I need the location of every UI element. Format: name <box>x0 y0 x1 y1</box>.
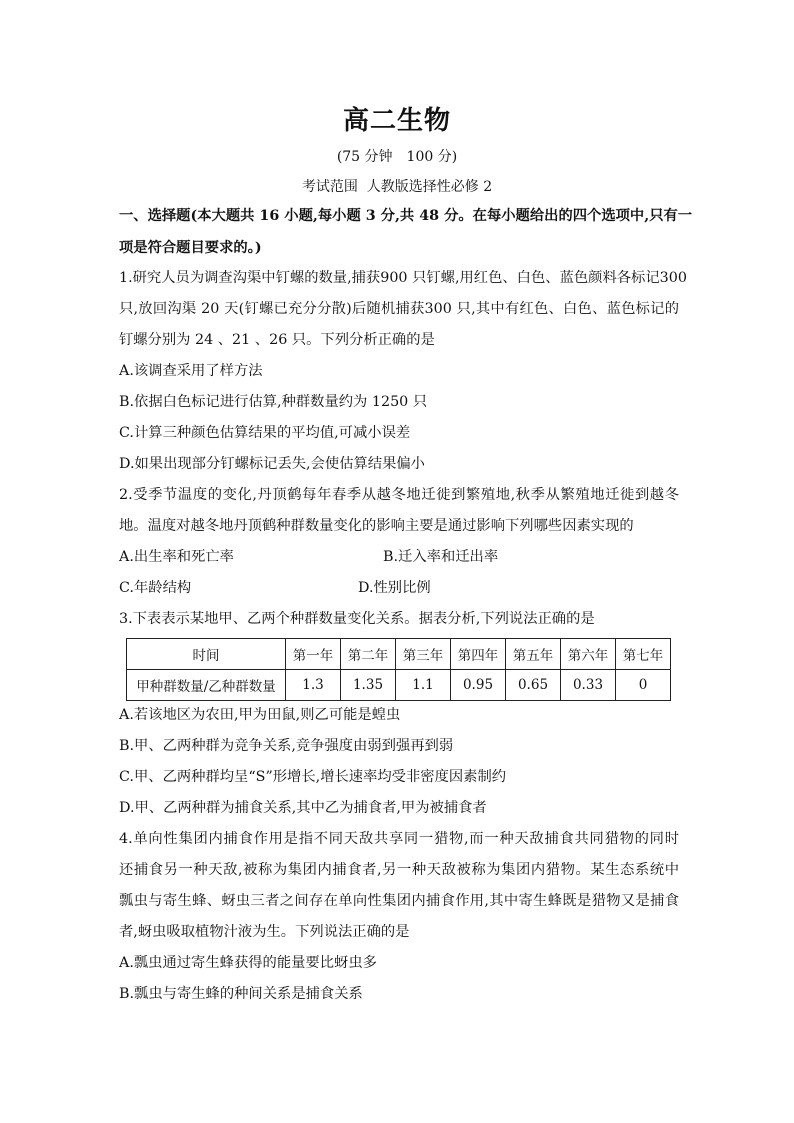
table-cell: 1.3 <box>286 670 341 701</box>
table-header-cell: 时间 <box>127 639 286 670</box>
exam-scope: 考试范围 人教版选择性必修 2 <box>301 179 493 195</box>
population-ratio-table <box>126 638 671 701</box>
table-cell: 1.1 <box>396 670 451 701</box>
q4-stem-line: 者,蚜虫吸取植物汁液为生。下列说法正确的是 <box>119 924 410 940</box>
page-title: 高二生物 <box>342 106 451 136</box>
section-instructions-line1: 一、选择题(本大题共 16 小题,每小题 3 分,共 48 分。在每小题给出的四个选项中,只有一 <box>119 208 693 224</box>
table-row <box>127 670 671 701</box>
q2-option-a: A.出生率和死亡率 <box>119 549 234 565</box>
table-header-cell: 第六年 <box>561 639 616 670</box>
table-header-cell: 第四年 <box>451 639 506 670</box>
section-instructions-line2: 项是符合题目要求的。) <box>119 240 262 256</box>
table-header-cell: 第二年 <box>341 639 396 670</box>
q4-option-a: A.瓢虫通过寄生蜂获得的能量要比蚜虫多 <box>119 955 377 971</box>
q1-stem-line: 钉螺分别为 24 、21 、26 只。下列分析正确的是 <box>119 332 435 348</box>
table-cell: 0.65 <box>506 670 561 701</box>
q1-stem-line: 只,放回沟渠 20 天(钉螺已充分分散)后随机捕获300 只,其中有红色、白色、蓝色标记的 <box>119 301 679 317</box>
table-cell: 0.33 <box>561 670 616 701</box>
q1-option-d: D.如果出现部分钉螺标记丢失,会使估算结果偏小 <box>119 456 425 472</box>
q2-stem-line: 2.受季节温度的变化,丹顶鹤每年春季从越冬地迁徙到繁殖地,秋季从繁殖地迁徙到越冬 <box>119 487 679 503</box>
q3-option-b: B.甲、乙两种群为竞争关系,竞争强度由弱到强再到弱 <box>119 738 454 754</box>
q4-stem-line: 还捕食另一种天敌,被称为集团内捕食者,另一种天敌被称为集团内猎物。某生态系统中 <box>119 862 679 878</box>
q3-option-c: C.甲、乙两种群均呈“S”形增长,增长速率均受非密度因素制约 <box>119 769 507 785</box>
q2-option-b: B.迁入率和迁出率 <box>383 549 499 565</box>
q1-stem-line: 1.研究人员为调查沟渠中钉螺的数量,捕获900 只钉螺,用红色、白色、蓝色颜料各标记300 <box>119 270 687 286</box>
q4-option-b: B.瓢虫与寄生蜂的种间关系是捕食关系 <box>119 986 363 1002</box>
q3-stem: 3.下表表示某地甲、乙两个种群数量变化关系。据表分析,下列说法正确的是 <box>119 611 595 627</box>
table-header-row <box>127 639 671 670</box>
q1-option-a: A.该调查采用了样方法 <box>119 363 263 379</box>
table-header-cell: 第三年 <box>396 639 451 670</box>
q4-stem-line: 瓢虫与寄生蜂、蚜虫三者之间存在单向性集团内捕食作用,其中寄生蜂既是猎物又是捕食 <box>119 893 679 909</box>
q1-option-c: C.计算三种颜色估算结果的平均值,可减小误差 <box>119 425 411 441</box>
exam-duration-score: (75 分钟 100 分) <box>336 149 458 165</box>
q1-option-b: B.依据白色标记进行估算,种群数量约为 1250 只 <box>119 394 428 410</box>
table-header-cell: 第七年 <box>616 639 671 670</box>
q3-option-a: A.若该地区为农田,甲为田鼠,则乙可能是蝗虫 <box>119 707 401 723</box>
table-cell: 甲种群数量/乙种群数量 <box>127 670 286 701</box>
q2-option-c: C.年龄结构 <box>119 580 192 596</box>
q3-option-d: D.甲、乙两种群为捕食关系,其中乙为捕食者,甲为被捕食者 <box>119 800 487 816</box>
table-cell: 0.95 <box>451 670 506 701</box>
table-header-cell: 第五年 <box>506 639 561 670</box>
table-cell: 1.35 <box>341 670 396 701</box>
q4-stem-line: 4.单向性集团内捕食作用是指不同天敌共享同一猎物,而一种天敌捕食共同猎物的同时 <box>119 831 679 847</box>
q2-option-d: D.性别比例 <box>358 580 431 596</box>
table-header-cell: 第一年 <box>286 639 341 670</box>
q2-stem-line: 地。温度对越冬地丹顶鹤种群数量变化的影响主要是通过影响下列哪些因素实现的 <box>119 518 634 534</box>
table-cell: 0 <box>616 670 671 701</box>
